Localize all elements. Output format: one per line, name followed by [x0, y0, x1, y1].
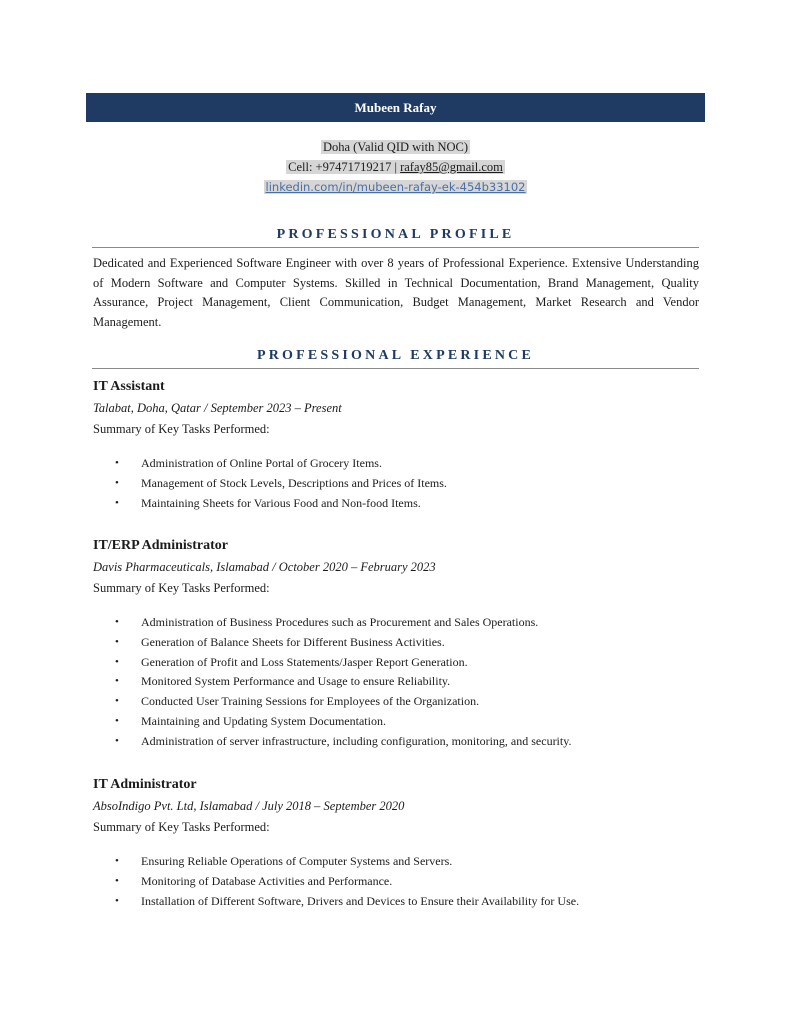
- job-summary-label: Summary of Key Tasks Performed:: [93, 581, 270, 595]
- email-link[interactable]: rafay85@gmail.com: [400, 160, 503, 174]
- list-item: [93, 613, 699, 633]
- location-text: Doha (Valid QID with NOC): [322, 140, 469, 154]
- job-title: IT Administrator: [93, 777, 197, 792]
- task-list: [93, 454, 699, 513]
- job-title: IT/ERP Administrator: [93, 538, 228, 553]
- job-company-dates: AbsoIndigo Pvt. Ltd, Islamabad / July 2018 – September 2020: [93, 799, 405, 813]
- candidate-name: Mubeen Rafay: [354, 99, 437, 115]
- section-divider: [92, 247, 699, 248]
- bullet-icon: •: [115, 635, 119, 648]
- linkedin-link[interactable]: linkedin.com/in/mubeen-rafay-ek-454b33102: [265, 180, 526, 194]
- contact-phone-email: [86, 160, 705, 175]
- list-item: [93, 732, 699, 752]
- job-entry: [93, 377, 699, 513]
- job-entry: [93, 775, 699, 911]
- list-item: [93, 712, 699, 732]
- list-item: [93, 454, 699, 474]
- list-item: [93, 692, 699, 712]
- bullet-icon: •: [115, 476, 119, 489]
- task-list: [93, 613, 699, 752]
- list-item: [93, 672, 699, 692]
- task-text: Administration of server infrastructure, including configuration, monitoring, and security.: [141, 733, 572, 748]
- section-title-profile: PROFESSIONAL PROFILE: [276, 227, 515, 242]
- bullet-icon: •: [115, 874, 119, 887]
- contact-linkedin: [86, 180, 705, 195]
- task-text: Management of Stock Levels, Descriptions and Prices of Items.: [141, 475, 447, 490]
- list-item: [93, 494, 699, 514]
- task-text: Generation of Profit and Loss Statements/Jasper Report Generation.: [141, 654, 468, 669]
- bullet-icon: •: [115, 855, 119, 867]
- section-title-experience: PROFESSIONAL EXPERIENCE: [256, 348, 535, 363]
- job-company-dates: Davis Pharmaceuticals, Islamabad / October 2020 – February 2023: [93, 560, 436, 574]
- bullet-icon: •: [115, 457, 119, 469]
- bullet-icon: •: [115, 894, 119, 907]
- list-item: [93, 872, 699, 892]
- job-title: IT Assistant: [93, 379, 165, 394]
- task-text: Generation of Balance Sheets for Different Business Activities.: [141, 634, 445, 649]
- task-text: Monitored System Performance and Usage to ensure Reliability.: [141, 674, 451, 689]
- list-item: [93, 474, 699, 494]
- name-banner: [86, 93, 705, 122]
- list-item: [93, 892, 699, 912]
- job-summary-label: Summary of Key Tasks Performed:: [93, 820, 270, 834]
- task-text: Installation of Different Software, Drivers and Devices to Ensure their Availability for Use.: [141, 893, 580, 908]
- profile-summary: Dedicated and Experienced Software Engineer with over 8 years of Professional Experience. Extensive Understanding of Modern Software and Computer Systems. Skilled in Technical Documentation, Brand Management, Quality Assurance, Project Management, Client Communication, Budget Management, Market Research and Vendor Management.: [93, 256, 699, 329]
- bullet-icon: •: [115, 655, 119, 668]
- job-company-dates: Talabat, Doha, Qatar / September 2023 – Present: [93, 401, 342, 415]
- contact-location: [86, 140, 705, 155]
- task-text: Monitoring of Database Activities and Performance.: [141, 873, 393, 888]
- task-text: Maintaining Sheets for Various Food and Non-food Items.: [141, 495, 421, 510]
- list-item: [93, 852, 699, 872]
- bullet-icon: •: [115, 734, 119, 747]
- task-text: Ensuring Reliable Operations of Computer Systems and Servers.: [141, 854, 453, 868]
- task-text: Maintaining and Updating System Documentation.: [141, 713, 386, 728]
- bullet-icon: •: [115, 695, 119, 708]
- bullet-icon: •: [115, 675, 119, 688]
- task-text: Administration of Online Portal of Grocery Items.: [141, 456, 382, 470]
- section-divider: [92, 368, 699, 369]
- list-item: [93, 653, 699, 673]
- job-entry: [93, 536, 699, 752]
- job-summary-label: Summary of Key Tasks Performed:: [93, 422, 270, 436]
- list-item: [93, 633, 699, 653]
- task-text: Conducted User Training Sessions for Employees of the Organization.: [141, 694, 480, 709]
- task-text: Administration of Business Procedures such as Procurement and Sales Operations.: [141, 615, 539, 629]
- bullet-icon: •: [115, 496, 119, 509]
- phone-email-line: [286, 160, 505, 174]
- bullet-icon: •: [115, 714, 119, 727]
- bullet-icon: •: [115, 616, 119, 628]
- phone-text: Cell: +97471719217 |: [288, 160, 401, 174]
- task-list: [93, 852, 699, 911]
